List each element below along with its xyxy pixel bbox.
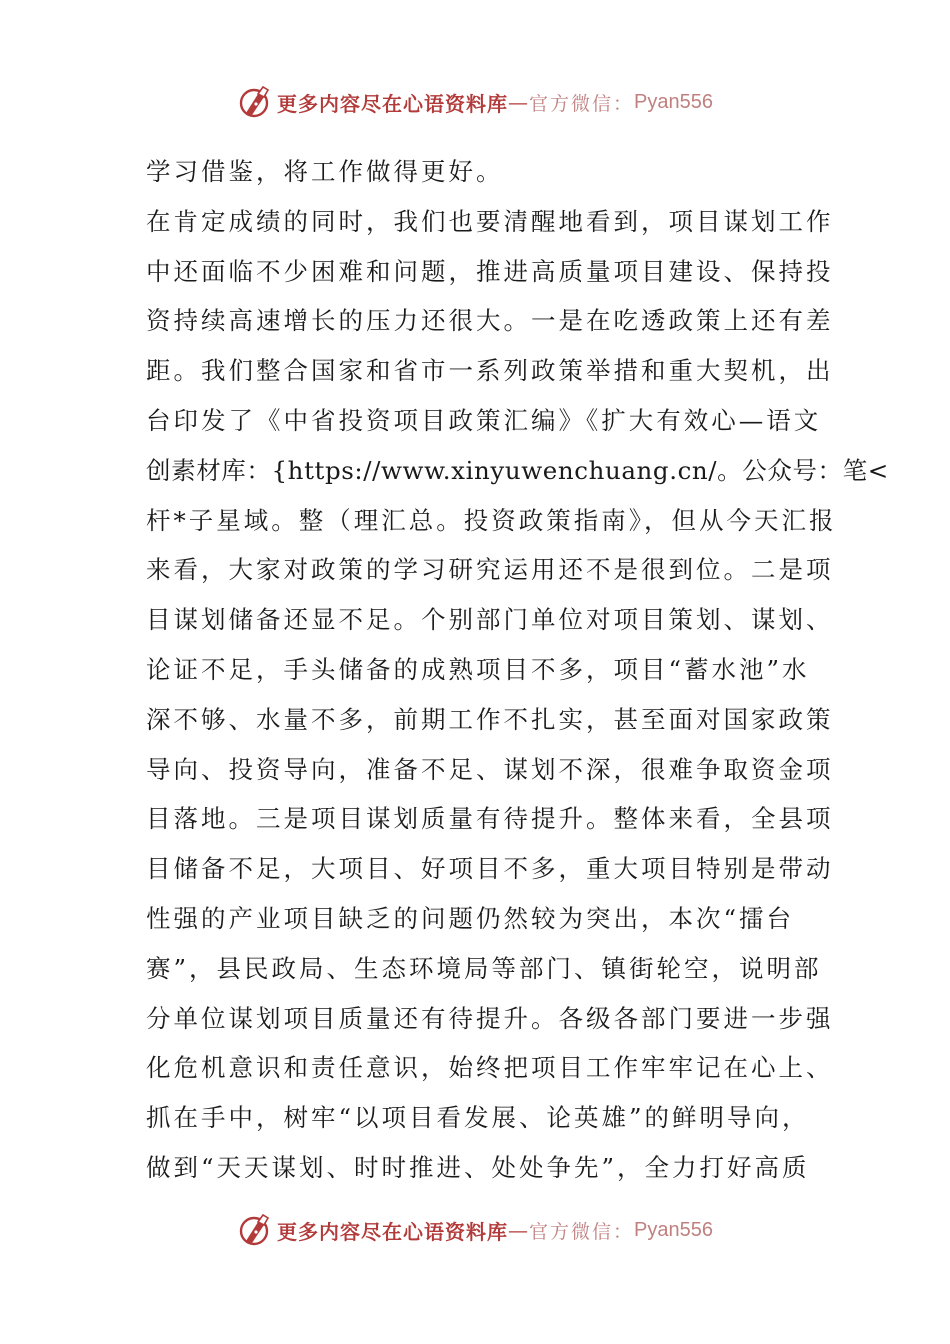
header-wechat-label: 官方微信： — [529, 92, 635, 115]
header-wechat-id: Pyan556 — [634, 90, 713, 113]
text-line-6: 台印发了《中省投资项目政策汇编》《扩大有效心—语文 — [146, 405, 822, 435]
header-separator: — — [508, 90, 529, 114]
text-line-17: 赛”，县民政局、生态环境局等部门、镇街轮空，说明部 — [146, 953, 822, 983]
footer-wechat-label: 官方微信： — [529, 1220, 635, 1243]
text-line-1: 学习借鉴，将工作做得更好。 — [146, 157, 504, 186]
text-line-5: 距。我们整合国家和省市一系列政策举措和重大契机，出 — [146, 356, 834, 386]
text-line-21: 做到“天天谋划、时时推进、处处争先”，全力打好高质 — [146, 1152, 810, 1182]
text-line-18: 分单位谋划项目质量还有待提升。各级各部门要进一步强 — [146, 1003, 834, 1033]
footer-brand: 更多内容尽在心语资料库 — [277, 1219, 508, 1244]
text-line-9: 来看，大家对政策的学习研究运用还不是很到位。二是项 — [146, 555, 834, 585]
text-line-12: 深不够、水量不多，前期工作不扎实，甚至面对国家政策 — [146, 704, 834, 734]
text-line-4: 资持续高速增长的压力还很大。一是在吃透政策上还有差 — [146, 306, 834, 336]
footer-wechat-id: Pyan556 — [634, 1218, 713, 1241]
text-line-16: 性强的产业项目缺乏的问题仍然较为突出，本次“擂台 — [146, 903, 795, 933]
text-line-14: 目落地。三是项目谋划质量有待提升。整体来看，全县项 — [146, 804, 834, 834]
footer-banner — [0, 1210, 950, 1250]
text-line-8: 杆*子星域。整（理汇总。投资政策指南》，但从今天汇报 — [146, 505, 837, 535]
text-line-20: 抓在手中，树牢“以项目看发展、论英雄”的鲜明导向， — [146, 1103, 810, 1133]
text-line-3: 中还面临不少困难和问题，推进高质量项目建设、保持投 — [146, 256, 834, 286]
pen-nib-logo-icon — [237, 1212, 273, 1248]
document-body — [146, 147, 889, 1193]
footer-separator: — — [508, 1218, 529, 1242]
pen-nib-logo-icon — [237, 84, 273, 120]
text-line-10: 目谋划储备还显不足。个别部门单位对项目策划、谋划、 — [146, 605, 834, 635]
header-banner — [0, 82, 950, 122]
text-line-11: 论证不足，手头储备的成熟项目不多，项目“蓄水池”水 — [146, 654, 810, 684]
header-brand: 更多内容尽在心语资料库 — [277, 91, 508, 116]
text-line-13: 导向、投资导向，准备不足、谋划不深，很难争取资金项 — [146, 754, 834, 784]
text-line-19: 化危机意识和责任意识，始终把项目工作牢牢记在心上、 — [146, 1053, 834, 1083]
text-line-7: 创素材库：{https://www.xinyuwenchuang.cn/。公众号：笔< — [146, 455, 889, 485]
text-line-15: 目储备不足，大项目、好项目不多，重大项目特别是带动 — [146, 854, 834, 884]
text-line-2: 在肯定成绩的同时，我们也要清醒地看到，项目谋划工作 — [146, 206, 834, 236]
